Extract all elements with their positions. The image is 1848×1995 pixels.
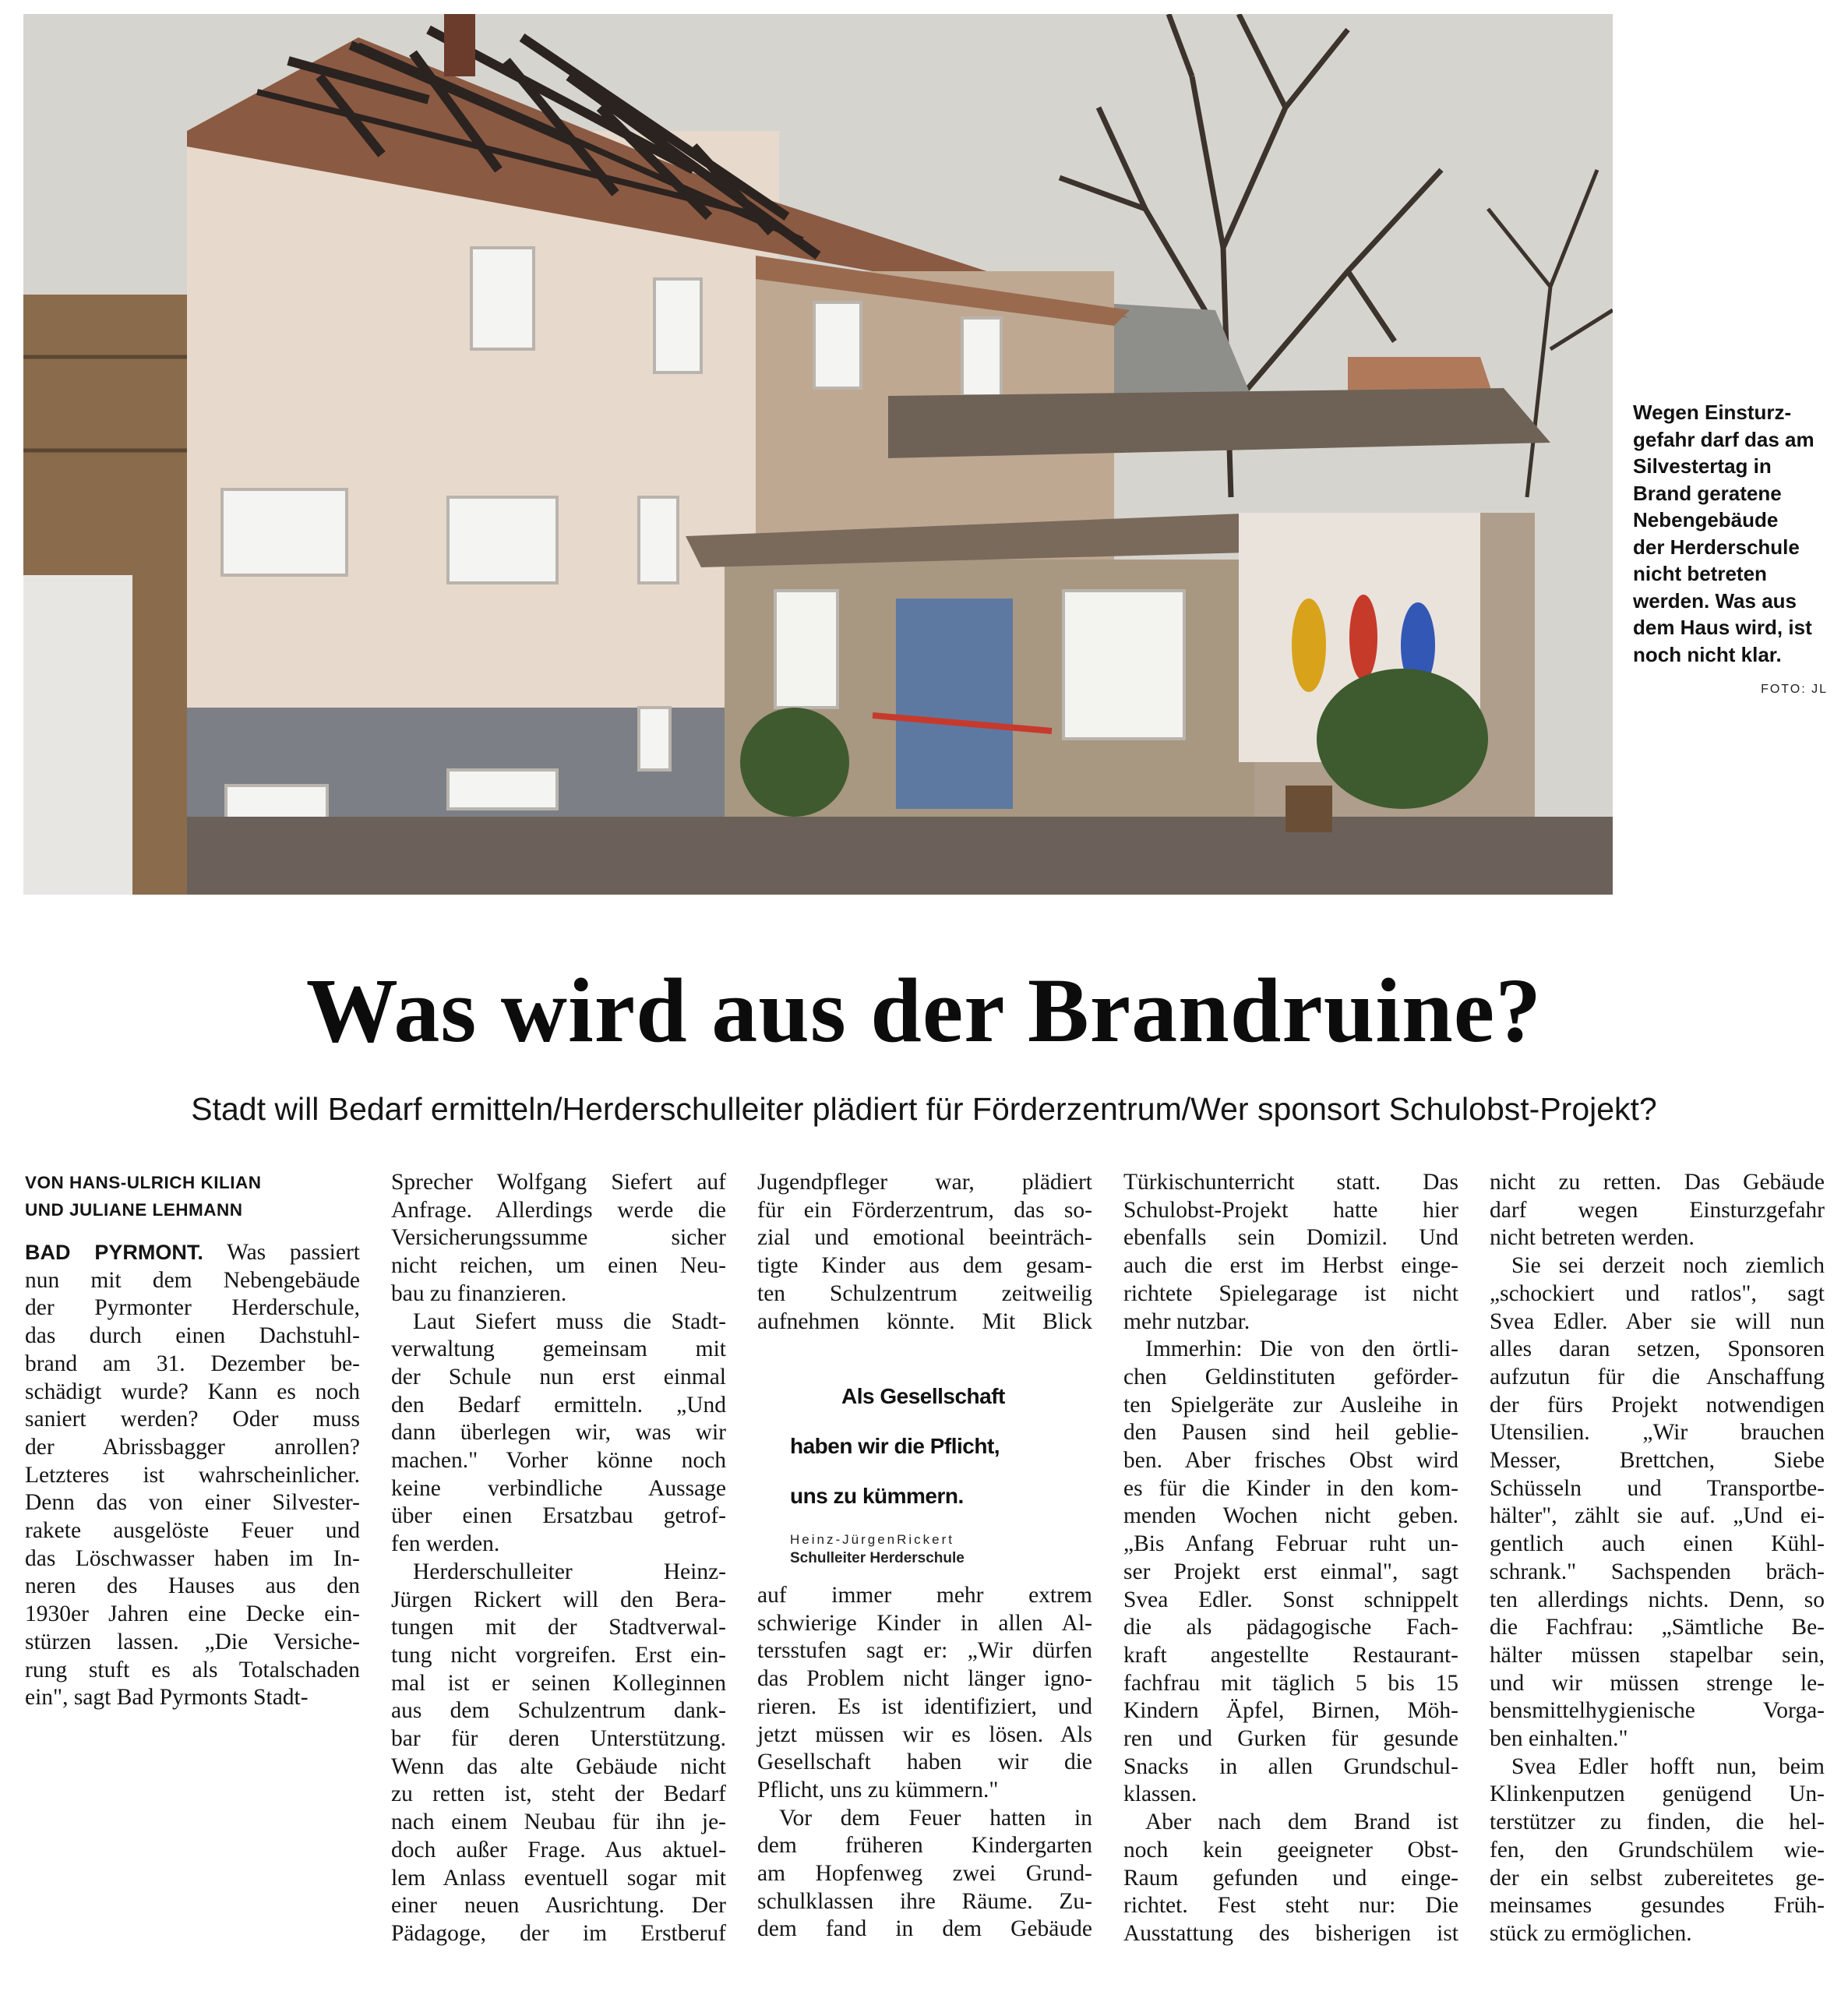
text-line: auch die erst im Herbst einge- xyxy=(1123,1253,1458,1279)
text-line: kraft angestellte Restaurant- xyxy=(1123,1642,1458,1668)
text-line: verwaltung gemeinsam mit xyxy=(391,1336,726,1362)
text-line: Türkischunterricht statt. Das xyxy=(1123,1170,1458,1195)
text-line: ebenfalls sein Domizil. Und xyxy=(1123,1225,1458,1251)
text-line: der Schule nun erst einmal xyxy=(391,1364,726,1389)
caption-line: Brand geratene xyxy=(1633,481,1782,505)
text-line: Pflicht, uns zu kümmern." xyxy=(757,1777,999,1803)
text-line: menden Wochen nicht geben. xyxy=(1123,1503,1458,1529)
text-line: richtete Spielegarage ist nicht xyxy=(1123,1280,1458,1306)
text-line: mehr nutzbar. xyxy=(1123,1308,1250,1334)
text-line: „Bis Anfang Februar ruht un- xyxy=(1123,1531,1458,1557)
shrub xyxy=(1317,669,1488,809)
pull-quote-line: Als Gesellschaft xyxy=(841,1384,1005,1408)
text-line: Jugendpfleger war, plädiert xyxy=(757,1170,1092,1195)
text-line: Jürgen Rickert will den Bera- xyxy=(391,1587,726,1612)
fire-damaged-school-building-photo xyxy=(23,14,1613,895)
text-line: chen Geldinstituten geförder- xyxy=(1123,1364,1458,1389)
text-line: der Pyrmonter Herderschule, xyxy=(25,1295,360,1321)
text-line: schwierige Kinder in allen Al- xyxy=(757,1610,1092,1636)
text-line: dann überlegen wir, was wir xyxy=(391,1420,726,1446)
text-line: alles daran setzen, Sponsoren xyxy=(1490,1336,1825,1362)
courtyard xyxy=(187,817,1613,895)
article-text xyxy=(391,1169,726,1948)
article-column-2 xyxy=(391,1169,726,1948)
pull-quote-line: uns zu kümmern. xyxy=(790,1484,964,1508)
photo-credit: FOTO: JL xyxy=(1761,683,1828,696)
text-line: tigte Kinder aus dem gesam- xyxy=(757,1253,1092,1279)
text-line: für ein Förderzentrum, das so- xyxy=(757,1197,1092,1223)
text-line: BAD PYRMONT. Was passiert xyxy=(25,1240,360,1265)
text-line: Utensilien. „Wir brauchen xyxy=(1490,1420,1825,1446)
article-column-3-continued xyxy=(757,1582,1092,1944)
text-line: doch außer Frage. Aus aktuel- xyxy=(391,1837,726,1863)
text-line: rung stuft es als Totalschaden xyxy=(25,1657,360,1683)
text-line: aus dem Schulzentrum dank- xyxy=(391,1698,726,1724)
text-line: das Problem nicht länger igno- xyxy=(757,1666,1092,1692)
article-text xyxy=(757,1582,1092,1944)
text-line: Svea Edler. Aber sie will nun xyxy=(1490,1308,1825,1334)
text-line: richtet. Fest steht nur: Die xyxy=(1123,1893,1458,1919)
text-line: terstützer zu finden, die hel- xyxy=(1490,1810,1825,1835)
text-line: saniert werden? Oder muss xyxy=(25,1407,360,1432)
text-line: ren und Gurken für gesunde xyxy=(1123,1726,1458,1752)
caption-line: Silvestertag in xyxy=(1633,454,1772,478)
entrance-door xyxy=(896,598,1013,809)
photo-illustration xyxy=(23,14,1613,895)
text-line: ben. Aber frisches Obst wird xyxy=(1123,1448,1458,1474)
text-line: Anfrage. Allerdings werde die xyxy=(391,1197,726,1223)
text-line: Schüsseln und Transportbe- xyxy=(1490,1475,1825,1501)
text-line: Sprecher Wolfgang Siefert auf xyxy=(391,1170,726,1195)
text-line: Kindern Äpfel, Birnen, Möh- xyxy=(1123,1698,1458,1724)
text-line: machen." Vorher könne noch xyxy=(391,1448,726,1474)
text-line: aufnehmen könnte. Mit Blick xyxy=(757,1308,1092,1334)
text-line: dem fand in dem Gebäude xyxy=(757,1916,1092,1942)
text-line: neren des Hauses aus den xyxy=(25,1573,360,1599)
article-column-4 xyxy=(1123,1169,1458,1948)
text-line: am Hopfenweg zwei Grund- xyxy=(757,1861,1092,1887)
text-line: rakete ausgelöste Feuer und xyxy=(25,1518,360,1544)
article-column-5 xyxy=(1490,1169,1825,1948)
text-line: Ausstattung des bisherigen ist xyxy=(1123,1920,1458,1946)
text-line: ten Schulzentrum zeitweilig xyxy=(757,1280,1092,1306)
text-line: über einen Ersatzbau getrof- xyxy=(391,1503,726,1529)
text-line: Wenn das alte Gebäude nicht xyxy=(391,1753,726,1779)
text-line: ein", sagt Bad Pyrmonts Stadt- xyxy=(25,1685,309,1711)
text-line: keine verbindliche Aussage xyxy=(391,1475,726,1501)
text-line: Vor dem Feuer hatten in xyxy=(779,1805,1092,1831)
text-line: Raum gefunden und einge- xyxy=(1123,1865,1458,1891)
text-line: tersstufen sagt er: „Wir dürfen xyxy=(757,1638,1092,1664)
text-line: das durch einen Dachstuhl- xyxy=(25,1323,360,1349)
text-line: Klinkenputzen genügend Un- xyxy=(1490,1781,1825,1807)
text-line: rieren. Es ist identifiziert, und xyxy=(757,1693,1092,1719)
text-line: einer neuen Ausrichtung. Der xyxy=(391,1893,726,1919)
text-line: Schulobst-Projekt hatte hier xyxy=(1123,1197,1458,1223)
text-line: nun mit dem Nebengebäude xyxy=(25,1267,360,1293)
text-line: der ein selbst zubereitetes ge- xyxy=(1490,1865,1825,1891)
text-line: gentlich auch einen Kühl- xyxy=(1490,1531,1825,1557)
caption-line: noch nicht klar. xyxy=(1633,642,1782,666)
text-line: ten Spielgeräte zur Ausleihe in xyxy=(1123,1392,1458,1418)
caption-line: gefahr darf das am xyxy=(1633,427,1814,451)
text-line: nach einem Neubau für ihn je- xyxy=(391,1810,726,1835)
subheadline: Stadt will Bedarf ermitteln/Herderschulleiter plädiert für Förderzentrum/Wer sponsort Schulobst-Projekt? xyxy=(191,1091,1657,1127)
text-line: Versicherungssumme sicher xyxy=(391,1225,726,1251)
caption-line: Nebengebäude xyxy=(1633,508,1779,531)
byline xyxy=(25,1169,360,1223)
pull-quote xyxy=(757,1372,1092,1578)
text-line: Pädagoge, der im Erstberuf xyxy=(391,1920,726,1946)
text-line: schädigt wurde? Kann es noch xyxy=(25,1379,360,1404)
byline-line: UND JULIANE LEHMANN xyxy=(25,1200,243,1220)
text-line: nicht reichen, um einen Neu- xyxy=(391,1253,726,1279)
text-line: Gesellschaft haben wir die xyxy=(757,1750,1092,1775)
text-line: hälter", zählt sie auf. „Und ei- xyxy=(1490,1503,1825,1529)
text-line: nicht betreten werden. xyxy=(1490,1225,1695,1251)
text-line: auf immer mehr extrem xyxy=(757,1583,1092,1608)
text-line: den Bedarf ermitteln. „Und xyxy=(391,1392,726,1418)
text-line: dem früheren Kindergarten xyxy=(757,1833,1092,1859)
pull-quote-author: Heinz-JürgenRickert xyxy=(790,1532,954,1547)
shrub xyxy=(740,708,849,817)
article-text xyxy=(757,1169,1092,1336)
text-line: Svea Edler. Sonst schnippelt xyxy=(1123,1587,1458,1612)
text-line: ben einhalten." xyxy=(1490,1726,1628,1752)
text-line: fen, den Grundschülem wie- xyxy=(1490,1837,1825,1863)
article-text xyxy=(1490,1169,1825,1948)
text-line: lem Anlass eventuell sogar mit xyxy=(391,1865,726,1891)
article-text xyxy=(1123,1169,1458,1948)
text-line: und wir müssen strenge le- xyxy=(1490,1670,1825,1696)
text-line: jetzt müssen wir es lösen. Als xyxy=(757,1721,1092,1747)
text-line: stürzen lassen. „Die Versiche- xyxy=(25,1629,360,1654)
text-line: tungen mit der Stadtverwal- xyxy=(391,1615,726,1640)
text-line: tung nicht vorgreifen. Erst ein- xyxy=(391,1642,726,1668)
text-line: klassen. xyxy=(1123,1781,1197,1807)
text-line: Messer, Brettchen, Siebe xyxy=(1490,1448,1825,1474)
text-line: fen werden. xyxy=(391,1531,500,1557)
text-line: darf wegen Einsturzgefahr xyxy=(1490,1197,1825,1223)
text-line: es für die Kinder in den kom- xyxy=(1123,1475,1458,1501)
text-line: bau zu finanzieren. xyxy=(391,1280,567,1306)
text-line: die Fachfrau: „Sämtliche Be- xyxy=(1490,1615,1825,1640)
text-line: Aber nach dem Brand ist xyxy=(1145,1810,1458,1835)
text-line: fachfrau mit täglich 5 bis 15 xyxy=(1123,1670,1458,1696)
text-line: brand am 31. Dezember be- xyxy=(25,1351,360,1376)
text-line: Svea Edler hofft nun, beim xyxy=(1511,1753,1825,1779)
text-line: nicht zu retten. Das Gebäude xyxy=(1490,1170,1825,1195)
text-line: schrank." Sachspenden bräch- xyxy=(1490,1559,1825,1584)
text-line: das Löschwasser haben im In- xyxy=(25,1545,360,1571)
dateline: BAD PYRMONT. xyxy=(25,1241,203,1264)
caption-line: dem Haus wird, ist xyxy=(1633,616,1812,639)
text-line: der Abrissbagger anrollen? xyxy=(25,1434,360,1460)
photo-caption xyxy=(1633,399,1828,668)
article-column-1 xyxy=(25,1169,360,1712)
article-text xyxy=(25,1239,360,1712)
text-line: Snacks in allen Grundschul- xyxy=(1123,1753,1458,1779)
text-line: „schockiert und ratlos", sagt xyxy=(1490,1280,1825,1306)
caption-line: werden. Was aus xyxy=(1633,588,1797,613)
headline: Was wird aus der Brandruine? xyxy=(305,959,1543,1061)
article-column-3 xyxy=(757,1169,1092,1336)
text-line: meinsames gesundes Früh- xyxy=(1490,1893,1825,1919)
text-line: mal ist er seinen Kolleginnen xyxy=(391,1670,726,1696)
text-line: ten allerdings nichts. Denn, so xyxy=(1490,1587,1825,1612)
pull-quote-line: haben wir die Pflicht, xyxy=(790,1434,1000,1458)
caption-line: der Herderschule xyxy=(1633,535,1800,559)
text-line: den Pausen sind heil geblie- xyxy=(1123,1420,1458,1446)
text-line: zial und emotional beeinträch- xyxy=(757,1225,1092,1251)
caption-line: nicht betreten xyxy=(1633,562,1767,585)
text-line: noch kein geeigneter Obst- xyxy=(1123,1837,1458,1863)
text-line: stück zu ermöglichen. xyxy=(1490,1920,1692,1946)
text-line: Laut Siefert muss die Stadt- xyxy=(413,1308,726,1334)
text-line: Letzteres ist wahrscheinlicher. xyxy=(25,1462,360,1488)
text-line: schulklassen ihre Räume. Zu- xyxy=(757,1888,1092,1914)
caption-line: Wegen Einsturz- xyxy=(1633,401,1792,424)
text-line: bensmittelhygienische Vorga- xyxy=(1490,1698,1825,1724)
text-line: Immerhin: Die von den örtli- xyxy=(1145,1336,1458,1362)
text-line: der fürs Projekt notwendigen xyxy=(1490,1392,1825,1418)
text-line: 1930er Jahren eine Decke ein- xyxy=(25,1601,360,1627)
text-line: Sie sei derzeit noch ziemlich xyxy=(1511,1253,1825,1279)
text-line: zu retten ist, steht der Bedarf xyxy=(391,1781,726,1807)
text-line: die als pädagogische Fach- xyxy=(1123,1615,1458,1640)
text-line: Herderschulleiter Heinz- xyxy=(413,1559,726,1584)
text-line: hälter müssen stapelbar sein, xyxy=(1490,1642,1825,1668)
byline-line: VON HANS-ULRICH KILIAN xyxy=(25,1173,262,1192)
text-line: ser Projekt erst einmal", sagt xyxy=(1123,1559,1458,1584)
text-line: Denn das von einer Silvester- xyxy=(25,1490,360,1516)
text-line: aufzutun für die Anschaffung xyxy=(1490,1364,1825,1389)
pull-quote-author-role: Schulleiter Herderschule xyxy=(790,1550,965,1566)
text-line: bar für deren Unterstützung. xyxy=(391,1726,726,1752)
